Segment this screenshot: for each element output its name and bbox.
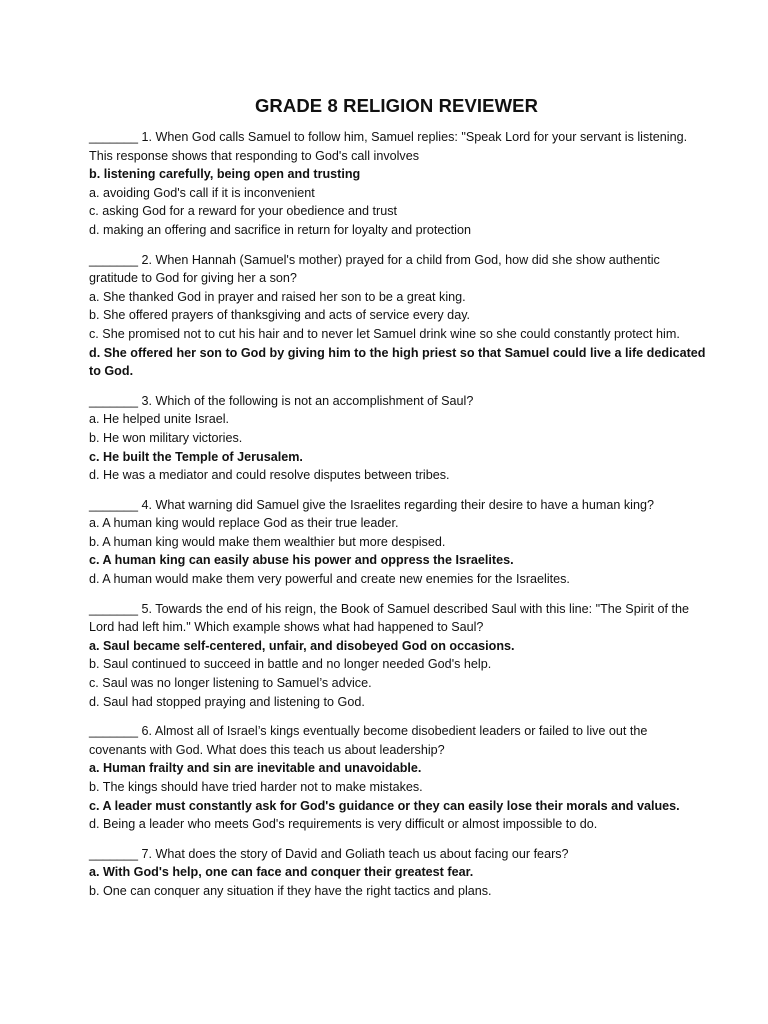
answer-option: b. She offered prayers of thanksgiving and acts of service every day. (89, 308, 471, 323)
answer-option: b. One can conquer any situation if they have the right tactics and plans. (89, 883, 492, 898)
answer-option: a. avoiding God's call if it is inconvenient (89, 185, 315, 200)
question-1 (89, 128, 708, 240)
answer-option: c. A leader must constantly ask for God's guidance or they can easily lose their morals and values. (89, 798, 680, 813)
question-6 (89, 722, 708, 834)
answer-option: a. A human king would replace God as their true leader. (89, 516, 399, 531)
question-stem: _______ 4. What warning did Samuel give the Israelites regarding their desire to have a human king? (89, 497, 654, 512)
question-stem: _______ 7. What does the story of David and Goliath teach us about facing our fears? (89, 846, 569, 861)
answer-option: c. He built the Temple of Jerusalem. (89, 449, 303, 464)
question-2 (89, 251, 708, 381)
answer-option: d. He was a mediator and could resolve disputes between tribes. (89, 468, 450, 483)
answer-option: d. Saul had stopped praying and listening to God. (89, 694, 365, 709)
answer-option: c. asking God for a reward for your obedience and trust (89, 204, 398, 219)
question-4 (89, 496, 708, 589)
page-title: GRADE 8 RELIGION REVIEWER (254, 95, 539, 116)
question-stem: _______ 5. Towards the end of his reign, the Book of Samuel described Saul with this line: "The Spirit of the Lord had left him." Which example shows what had happened to Saul? (89, 601, 689, 635)
answer-option: b. He won military victories. (89, 430, 243, 445)
answer-option: b. Saul continued to succeed in battle and no longer needed God's help. (89, 657, 492, 672)
answer-option: c. A human king can easily abuse his power and oppress the Israelites. (89, 553, 514, 568)
question-stem: _______ 6. Almost all of Israel’s kings eventually become disobedient leaders or failed to live out the covenants with God. What does this teach us about leadership? (89, 724, 648, 757)
answer-option: a. Saul became self-centered, unfair, and disobeyed God on occasions. (89, 638, 515, 653)
question-5 (89, 600, 708, 712)
answer-option: d. She offered her son to God by giving him to the high priest so that Samuel could live a life dedicated to God. (89, 345, 706, 379)
question-7 (89, 845, 708, 901)
answer-option: a. Human frailty and sin are inevitable and unavoidable. (89, 761, 422, 776)
answer-option: a. He helped unite Israel. (89, 412, 230, 427)
answer-option: b. The kings should have tried harder not to make mistakes. (89, 780, 423, 794)
answer-option: c. Saul was no longer listening to Samuel’s advice. (89, 676, 372, 691)
answer-option: d. making an offering and sacrifice in return for loyalty and protection (89, 222, 471, 237)
answer-option: a. She thanked God in prayer and raised her son to be a great king. (89, 289, 466, 304)
answer-option: a. With God's help, one can face and conquer their greatest fear. (89, 865, 474, 880)
answer-option: b. A human king would make them wealthier but more despised. (89, 534, 446, 549)
question-stem: _______ 1. When God calls Samuel to follow him, Samuel replies: "Speak Lord for your servant is listening. This response shows that responding to God's call involves (89, 130, 688, 163)
answer-option: c. She promised not to cut his hair and to never let Samuel drink wine so she could constantly protect him. (89, 326, 680, 341)
answer-option: d. A human would make them very powerful and create new enemies for the Israelites. (89, 572, 570, 587)
question-stem: _______ 3. Which of the following is not an accomplishment of Saul? (89, 393, 474, 408)
answer-option: b. listening carefully, being open and trusting (89, 167, 361, 182)
question-stem: _______ 2. When Hannah (Samuel's mother) prayed for a child from God, how did she show authentic gratitude to God for giving her a son? (89, 252, 660, 286)
answer-option: d. Being a leader who meets God's requirements is very difficult or almost impossible to do. (89, 817, 598, 832)
question-3 (89, 392, 708, 485)
